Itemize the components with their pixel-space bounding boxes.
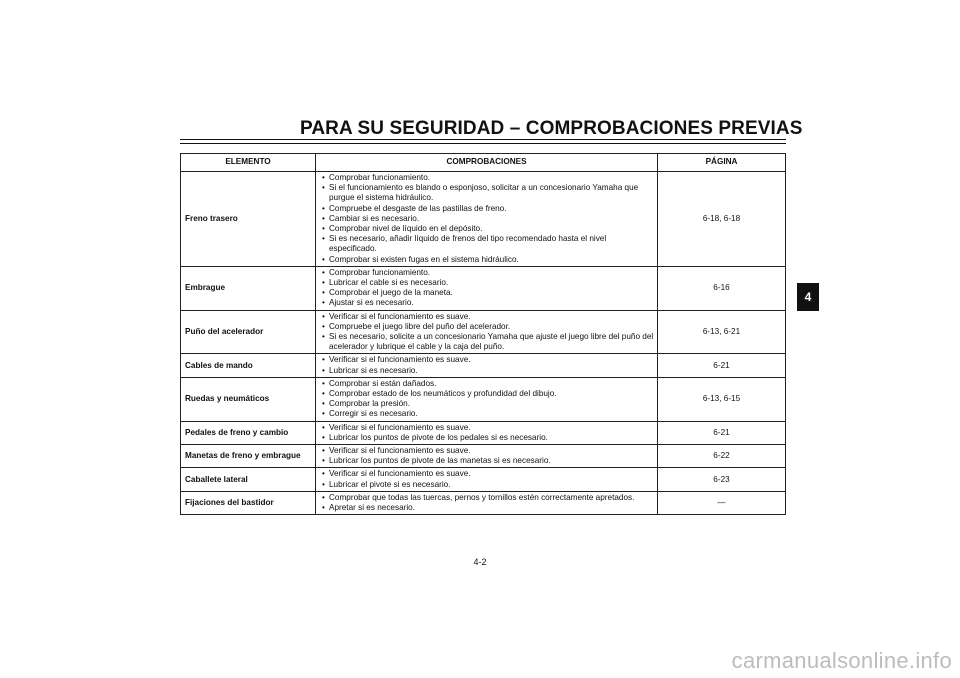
table-row [181,266,786,310]
check-item: • Lubricar los puntos de pivote de los pedales si es necesario. [322,433,654,443]
check-item: • Comprobar funcionamiento. [322,173,654,183]
row-checks [316,354,658,377]
row-page-reference: — [658,491,786,514]
check-item: • Comprobar si existen fugas en el sistema hidráulico. [322,255,654,265]
check-list [322,446,654,466]
row-element: Fijaciones del bastidor [181,491,316,514]
row-page-reference: 6-13, 6-15 [658,377,786,421]
table-row [181,172,786,267]
header-elemento: ELEMENTO [181,154,316,172]
check-item: • Lubricar el cable si es necesario. [322,278,654,288]
check-item: • Lubricar el pivote si es necesario. [322,480,654,490]
check-item: • Verificar si el funcionamiento es suave. [322,312,654,322]
header-pagina: PÁGINA [658,154,786,172]
pre-operation-checklist-table [180,153,786,515]
row-page-reference: 6-21 [658,421,786,444]
check-item: • Si es necesario, añadir líquido de frenos del tipo recomendado hasta el nivel especificado. [322,234,654,254]
check-item: • Comprobar estado de los neumáticos y profundidad del dibujo. [322,389,654,399]
check-item: • Si es necesario, solicite a un concesionario Yamaha que ajuste el juego libre del puño del acelerador y lubrique el cable y la caja del puño. [322,332,654,352]
check-item: • Verificar si el funcionamiento es suave. [322,423,654,433]
row-checks [316,172,658,267]
page-number: 4-2 [473,557,487,567]
check-list [322,355,654,375]
check-item: • Verificar si el funcionamiento es suave. [322,469,654,479]
row-page-reference: 6-23 [658,468,786,491]
check-item: • Compruebe el juego libre del puño del acelerador. [322,322,654,332]
page-title: PARA SU SEGURIDAD – COMPROBACIONES PREVIAS [300,118,803,139]
table-row [181,491,786,514]
check-item: • Cambiar si es necesario. [322,214,654,224]
table-row [181,421,786,444]
row-page-reference: 6-21 [658,354,786,377]
check-list [322,173,654,265]
row-element: Caballete lateral [181,468,316,491]
check-item: • Comprobar que todas las tuercas, pernos y tornillos estén correctamente apretados. [322,493,654,503]
check-list [322,379,654,420]
row-element: Freno trasero [181,172,316,267]
row-page-reference: 6-16 [658,266,786,310]
row-element: Puño del acelerador [181,310,316,354]
row-checks [316,377,658,421]
check-item: • Lubricar los puntos de pivote de las manetas si es necesario. [322,456,654,466]
header-comprobaciones: COMPROBACIONES [316,154,658,172]
table-row [181,468,786,491]
check-list [322,268,654,309]
check-item: • Apretar si es necesario. [322,503,654,513]
check-item: • Lubricar si es necesario. [322,366,654,376]
row-checks [316,310,658,354]
check-item: • Corregir si es necesario. [322,409,654,419]
row-element: Manetas de freno y embrague [181,445,316,468]
row-checks [316,468,658,491]
row-element: Embrague [181,266,316,310]
check-item: • Comprobar el juego de la maneta. [322,288,654,298]
check-list [322,312,654,353]
table-row [181,310,786,354]
check-item: • Comprobar nivel de líquido en el depósito. [322,224,654,234]
row-element: Pedales de freno y cambio [181,421,316,444]
check-item: • Si el funcionamiento es blando o esponjoso, solicitar a un concesionario Yamaha que purgue el sistema hidráulico. [322,183,654,203]
row-checks [316,491,658,514]
check-item: • Ajustar si es necesario. [322,298,654,308]
check-list [322,423,654,443]
row-checks [316,445,658,468]
row-page-reference: 6-13, 6-21 [658,310,786,354]
title-rule-top [180,139,786,140]
row-page-reference: 6-22 [658,445,786,468]
check-item: • Verificar si el funcionamiento es suave. [322,446,654,456]
row-element: Ruedas y neumáticos [181,377,316,421]
check-list [322,493,654,513]
table-row [181,377,786,421]
check-item: • Comprobar la presión. [322,399,654,409]
check-item: • Verificar si el funcionamiento es suave. [322,355,654,365]
watermark: carmanualsonline.info [731,648,952,673]
check-item: • Comprobar funcionamiento. [322,268,654,278]
table-row [181,445,786,468]
chapter-tab: 4 [797,283,819,311]
table-row [181,354,786,377]
check-item: • Compruebe el desgaste de las pastillas de freno. [322,204,654,214]
check-item: • Comprobar si están dañados. [322,379,654,389]
row-checks [316,421,658,444]
row-page-reference: 6-18, 6-18 [658,172,786,267]
row-element: Cables de mando [181,354,316,377]
row-checks [316,266,658,310]
table-header-row [181,154,786,172]
title-rule-bottom [180,143,786,144]
check-list [322,469,654,489]
